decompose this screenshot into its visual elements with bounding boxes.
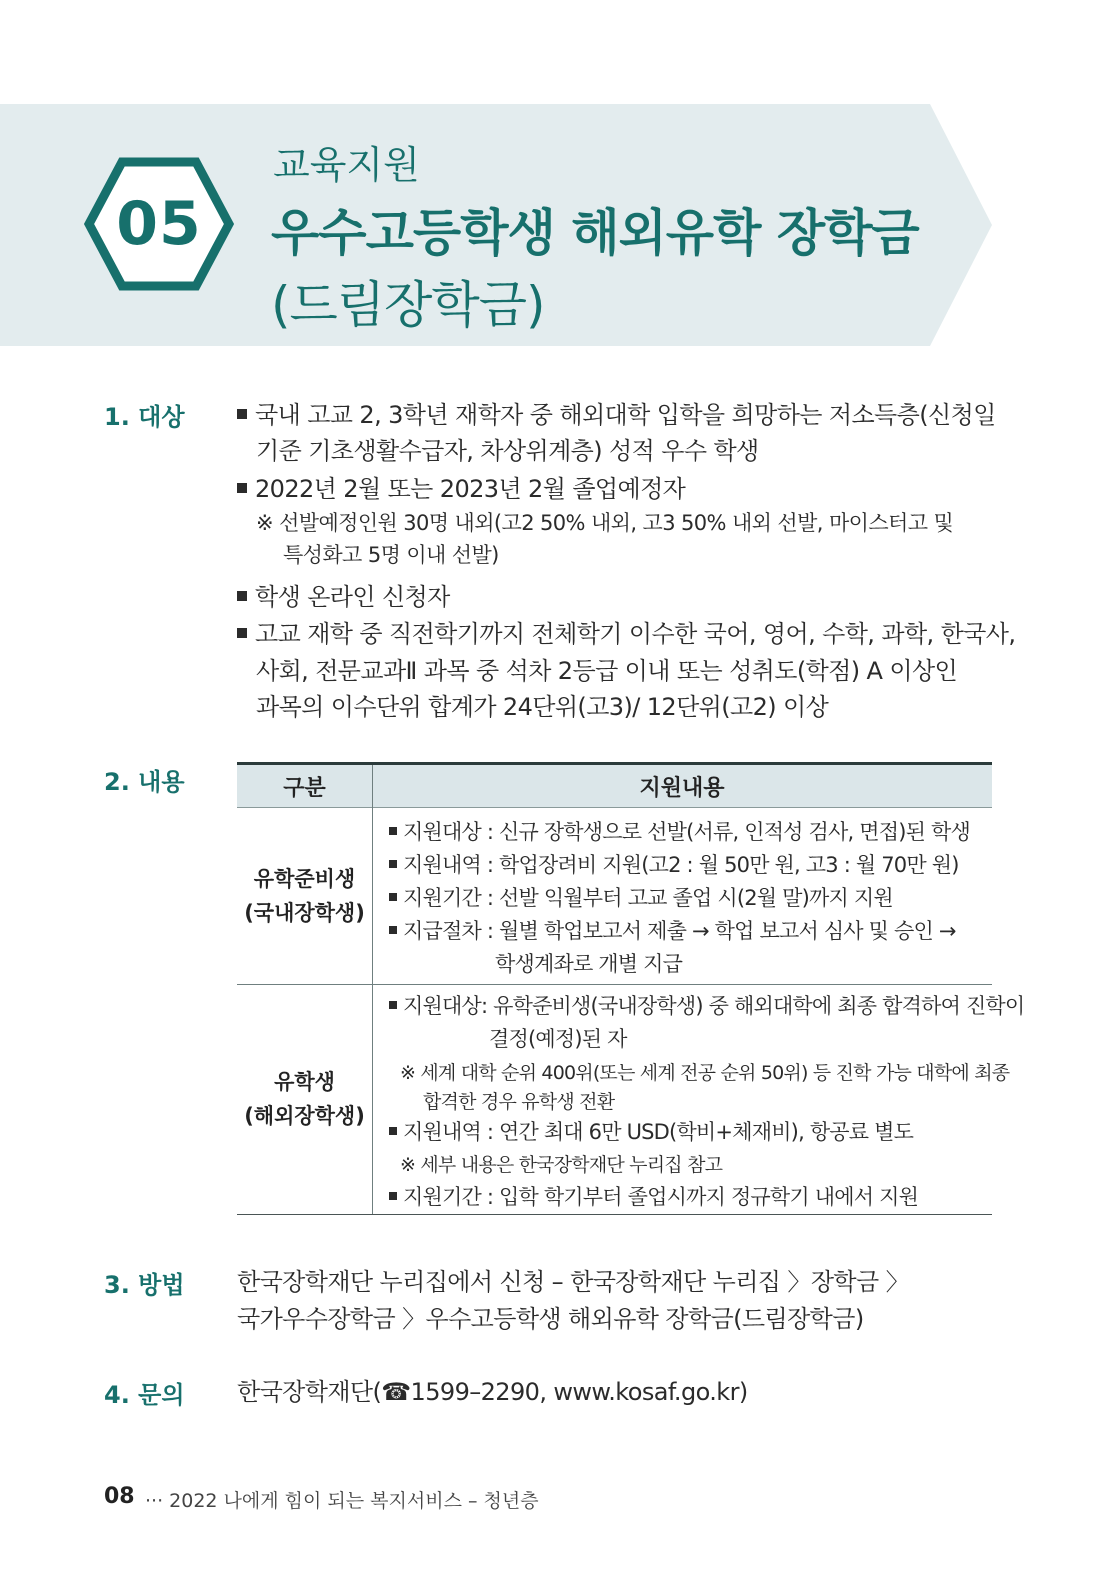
table-cell-line: 지원대상 : 신규 장학생으로 선발(서류, 인적성 검사, 면접)된 학생 [389,816,970,846]
target-line: 고교 재학 중 직전학기까지 전체학기 이수한 국어, 영어, 수학, 과학, 한국사, [237,614,1015,649]
bullet-icon [237,483,247,493]
target-line: 기준 기초생활수급자, 차상위계층) 성적 우수 학생 [256,437,759,465]
target-line: 국내 고교 2, 3학년 재학자 중 해외대학 입학을 희망하는 저소득층(신청일 [237,395,996,430]
target-line: 과목의 이수단위 합계가 24단위(고3)/ 12단위(고2) 이상 [256,693,829,721]
column-header-content: 지원내용 [639,776,725,801]
column-header-category: 구분 [283,776,326,801]
page-subtitle: (드림장학금) [271,276,545,334]
section-label-content: 2. 내용 [104,768,185,796]
table-cell-line: 결정(예정)된 자 [489,1027,627,1051]
bullet-icon [389,926,397,934]
row-label-prep: 유학준비생 (국내장학생) [244,867,365,925]
method-line: 국가우수장학금 〉우수고등학생 해외유학 장학금(드림장학금) [237,1305,864,1333]
bullet-icon [389,1001,397,1009]
target-note: 특성화고 5명 이내 선발) [283,543,499,567]
support-table [237,762,1025,1215]
section-label-inquiry: 4. 문의 [104,1381,185,1409]
bullet-icon [389,893,397,901]
bullet-icon [389,860,397,868]
table-cell-line: 학생계좌로 개별 지급 [495,952,683,976]
bullet-icon [389,827,397,835]
section-label-target: 1. 대상 [104,403,185,431]
table-cell-line: 지원대상: 유학준비생(국내장학생) 중 해외대학에 최종 합격하여 진학이 [389,990,1024,1020]
category-label: 교육지원 [273,143,420,187]
target-line: 사회, 전문교과Ⅱ 과목 중 석차 2등급 이내 또는 성취도(학점) A 이상인 [256,657,958,685]
table-cell-line: 지급절차 : 월별 학업보고서 제출 → 학업 보고서 심사 및 승인 → [389,915,956,945]
bullet-icon [389,1192,397,1200]
table-cell-note: ※ 세부 내용은 한국장학재단 누리집 참고 [400,1154,723,1176]
bullet-icon [237,409,247,419]
bullet-icon [237,591,247,601]
page-number: 08 [104,1484,135,1509]
table-cell-line: 지원내역 : 학업장려비 지원(고2 : 월 50만 원, 고3 : 월 70만 원) [389,849,959,879]
bullet-icon [237,628,247,638]
target-line: 학생 온라인 신청자 [237,577,450,612]
row-label-abroad: 유학생 (해외장학생) [244,1070,365,1128]
table-cell-line: 지원내역 : 연간 최대 6만 USD(학비+체재비), 항공료 별도 [389,1116,913,1146]
table-cell-line: 지원기간 : 선발 익월부터 고교 졸업 시(2월 말)까지 지원 [389,882,893,912]
target-note: ※ 선발예정인원 30명 내외(고2 50% 내외, 고3 50% 내외 선발, 마이스터고 및 [256,511,954,535]
table-cell-line: 지원기간 : 입학 학기부터 졸업시까지 정규학기 내에서 지원 [389,1181,918,1211]
table-cell-note: 합격한 경우 유학생 전환 [423,1091,615,1113]
target-line: 2022년 2월 또는 2023년 2월 졸업예정자 [237,469,685,504]
table-cell-note: ※ 세계 대학 순위 400위(또는 세계 전공 순위 50위) 등 진학 가능 대학에 최종 [400,1062,1010,1084]
section-label-method: 3. 방법 [104,1271,185,1299]
page-title: 우수고등학생 해외유학 장학금 [271,204,919,262]
footer-text: ··· 2022 나에게 힘이 되는 복지서비스 – 청년층 [145,1490,539,1512]
contact-info: 한국장학재단(☎1599–2290, www.kosaf.go.kr) [237,1378,748,1406]
method-line: 한국장학재단 누리집에서 신청 – 한국장학재단 누리집 〉장학금 〉 [237,1268,910,1296]
bullet-icon [389,1127,397,1135]
section-number: 05 [116,189,202,259]
